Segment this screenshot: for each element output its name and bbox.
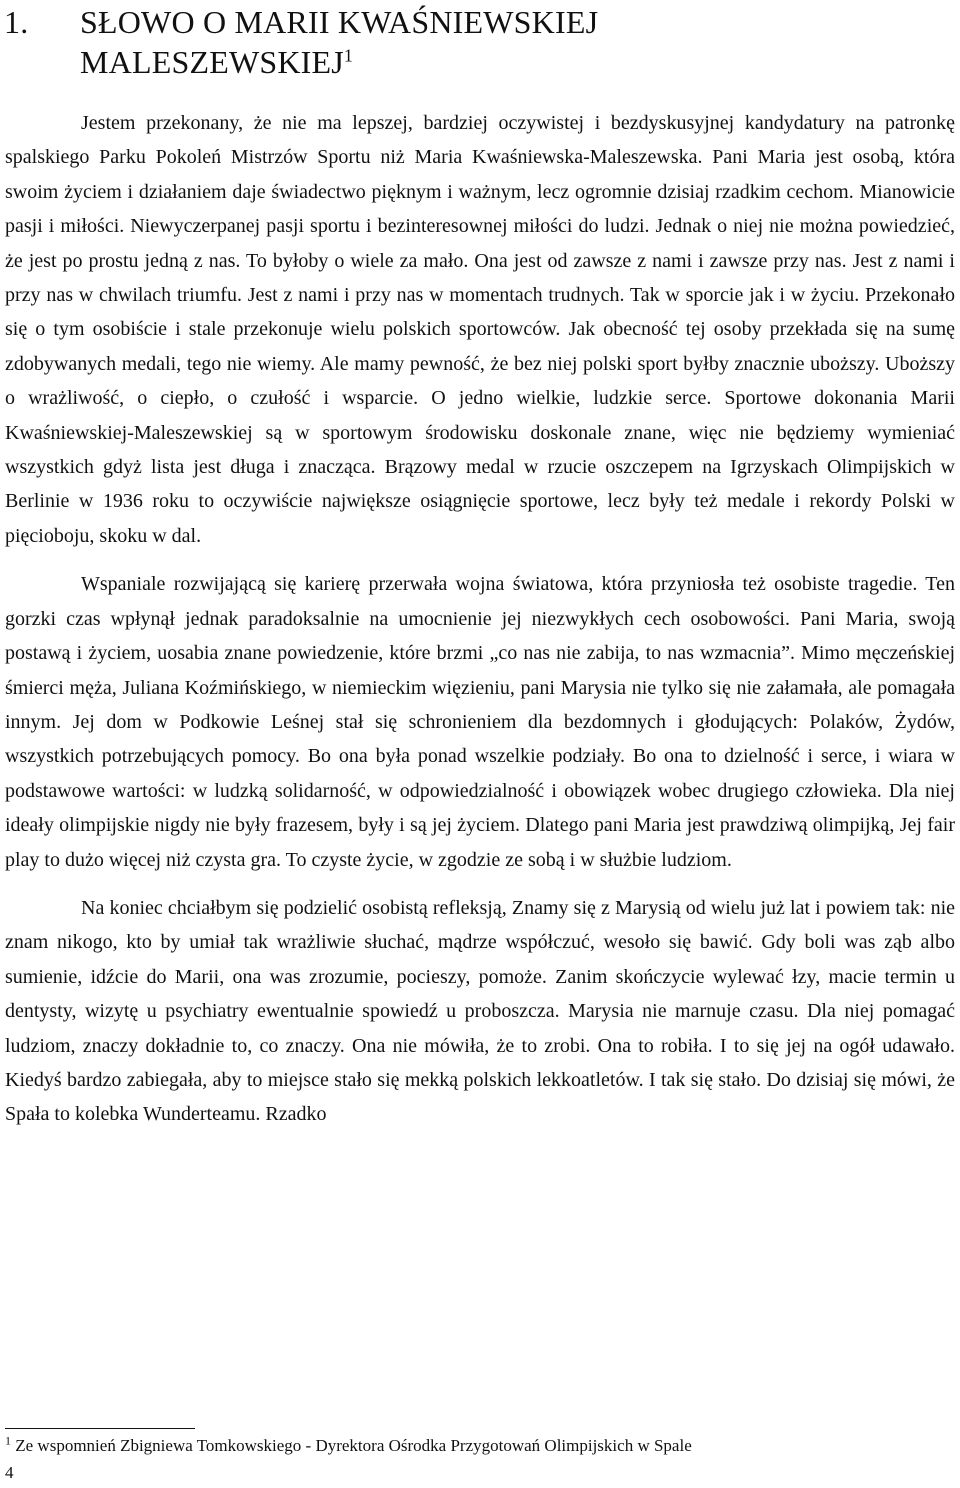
footnote-marker: 1 [5, 1433, 11, 1448]
chapter-heading [4, 2, 944, 82]
page-number: 4 [5, 1463, 14, 1482]
body-text [5, 106, 955, 1132]
footnote [5, 1433, 955, 1456]
footnote-separator [5, 1428, 195, 1429]
chapter-title-line-2: MALESZEWSKIEJ [80, 44, 344, 80]
footnote-text: Ze wspomnień Zbigniewa Tomkowskiego - Dyrektora Ośrodka Przygotowań Olimpijskich w Spale [15, 1436, 692, 1455]
paragraph-2: Wspaniale rozwijającą się karierę przerwała wojna światowa, która przyniosła też osobiste tragedie. Ten gorzki czas wpłynął jednak paradoksalnie na umocnienie jej niezwykłych cech osobowości. Pani Maria, swoją postawą i życiem, uosabia znane powiedzenie, które brzmi „co nas nie zabija, to nas wzmacnia”. Mimo męczeńskiej śmierci męża, Juliana Koźmińskiego, w niemieckim więzieniu, pani Marysia nie tylko się nie załamała, ale pomagała innym. Jej dom w Podkowie Leśnej stał się schronieniem dla bezdomnych i głodujących: Polaków, Żydów, wszystkich potrzebujących pomocy. Bo ona była ponad wszelkie podziały. Bo ona to dzielność i serce, i wiara w podstawowe wartości: w ludzką solidarność, w odpowiedzialność i obowiązek wobec drugiego człowieka. Dla niej ideały olimpijskie nigdy nie były frazesem, były i są jej życiem. Dlatego pani Maria jest prawdziwą olimpijką, Jej fair play to dużo więcej niż czysta gra. To czyste życie, w zgodzie ze sobą i w służbie ludziom. [5, 573, 955, 871]
chapter-title-line-1: SŁOWO O MARII KWAŚNIEWSKIEJ [80, 4, 599, 40]
chapter-title-line-2-wrapper [4, 42, 944, 82]
paragraph-1: Jestem przekonany, że nie ma lepszej, bardziej oczywistej i bezdyskusyjnej kandydatury na patronkę spalskiego Parku Pokoleń Mistrzów Sportu niż Maria Kwaśniewska-Maleszewska. Pani Maria jest osobą, która swoim życiem i działaniem daje świadectwo pięknym i ważnym, lecz ogromnie dzisiaj rzadkim cechom. Mianowicie pasji i miłości. Niewyczerpanej pasji sportu i bezinteresownej miłości do ludzi. Jednak o niej nie można powiedzieć, że jest po prostu jedną z nas. To byłoby o wiele za mało. Ona jest od zawsze z nami i zawsze przy nas. Jest z nami i przy nas w chwilach triumfu. Jest z nami i przy nas w momentach trudnych. Tak w sporcie jak i w życiu. Przekonało się o tym osobiście i stale przekonuje wielu polskich sportowców. Jak obecność tej osoby przekłada się na sumę zdobywanych medali, tego nie wiemy. Ale mamy pewność, że bez niej polski sport byłby znacznie uboższy. Uboższy o wrażliwość, o ciepło, o czułość i wsparcie. O jedno wielkie, ludzkie serce. Sportowe dokonania Marii Kwaśniewskiej-Maleszewskiej są w sportowym środowisku doskonale znane, więc nie będziemy wymieniać wszystkich gdyż lista jest długa i znacząca. Brązowy medal w rzucie oszczepem na Igrzyskach Olimpijskich w Berlinie w 1936 roku to oczywiście największe osiągnięcie sportowe, lecz były też medale i rekordy Polski w pięcioboju, skoku w dal. [5, 112, 955, 547]
heading-footnote-ref[interactable]: 1 [343, 45, 354, 66]
paragraph-3: Na koniec chciałbym się podzielić osobistą refleksją, Znamy się z Marysią od wielu już lat i powiem tak: nie znam nikogo, kto by umiał tak wrażliwie słuchać, mądrze współczuć, wesoło się bawić. Gdy boli was ząb albo sumienie, idźcie do Marii, ona was zrozumie, pocieszy, pomoże. Zanim skończycie wylewać łzy, macie termin u dentysty, wizytę u psychiatry ewentualnie spowiedź u proboszcza. Marysia nie marnuje czasu. Dla niej pomagać ludziom, znaczy dokładnie to, co znaczy. Ona nie mówiła, że to zrobi. Ona to robiła. I to się jej na ogół udawało. Kiedyś bardzo zabiegała, aby to miejsce stało się mekką polskich lekkoatletów. I tak się stało. Do dzisiaj się mówi, że Spała to kolebka Wunderteamu. Rzadko [5, 896, 955, 1126]
chapter-number: 1. [4, 4, 29, 40]
